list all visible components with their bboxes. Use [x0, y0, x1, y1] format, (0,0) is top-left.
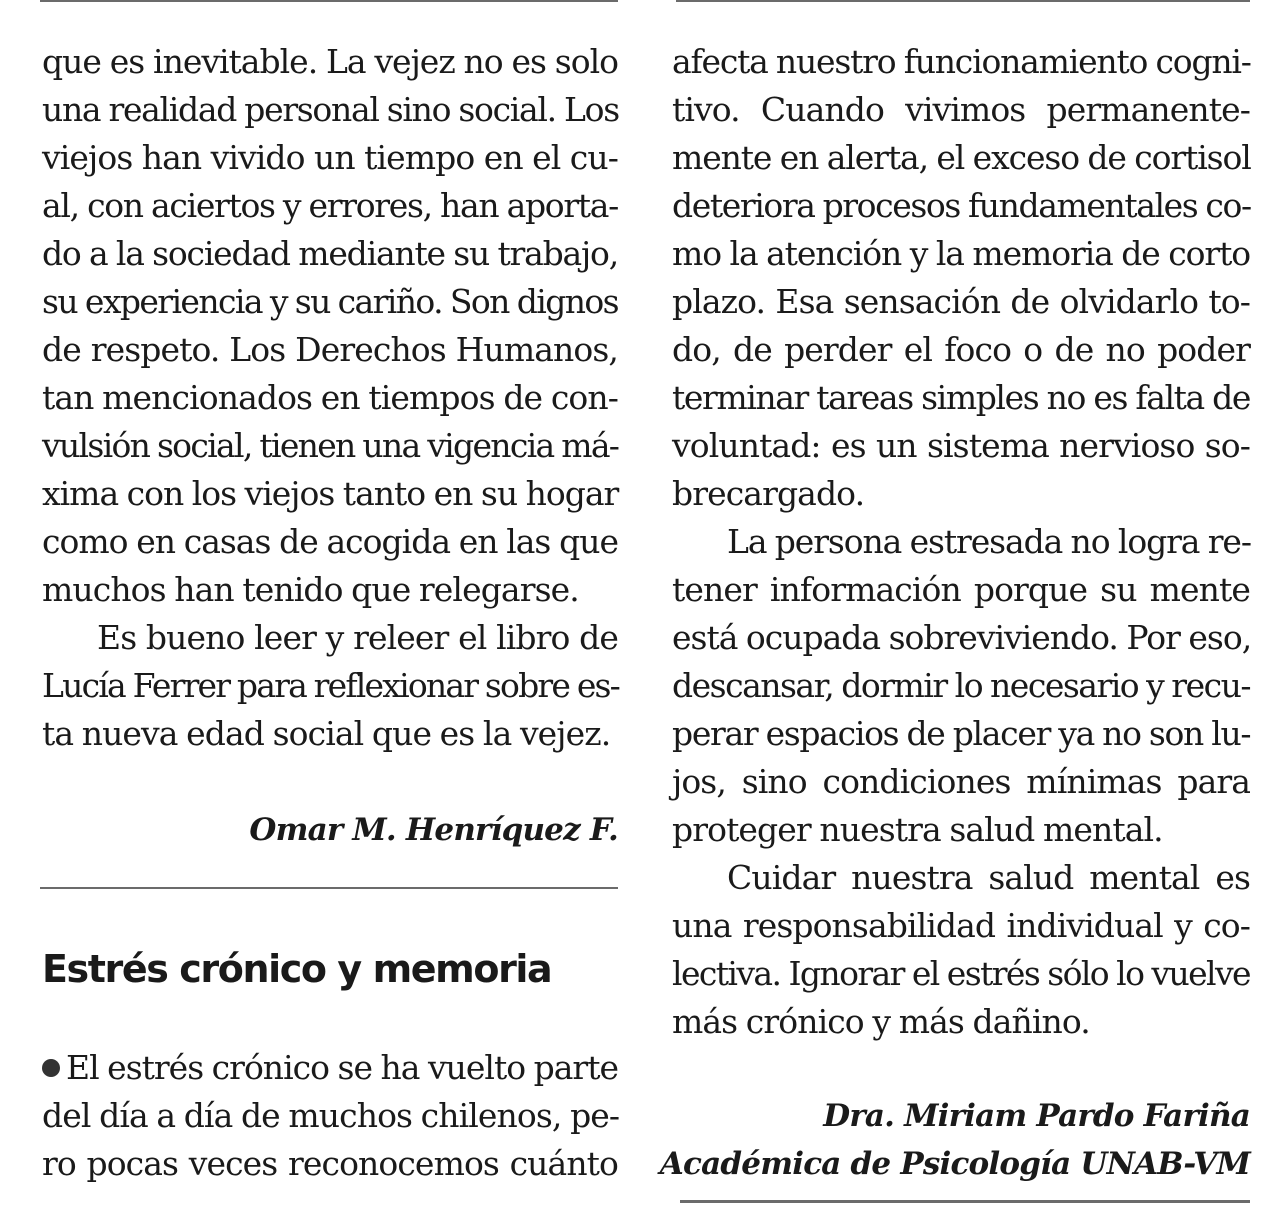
section-divider [40, 887, 618, 889]
article-line: El estrés crónico se ha vuelto parte [42, 1044, 618, 1092]
article-line: brecargado. [672, 474, 865, 513]
article-line: voluntad: es un sistema nervioso so- [672, 426, 1250, 465]
letter-line: do a la sociedad mediante su trabajo, [42, 234, 618, 273]
article-line: afecta nuestro funcionamiento cogni- [672, 42, 1251, 81]
letter-line: Lucía Ferrer para reflexionar sobre es- [42, 666, 620, 705]
letter-line: que es inevitable. La vejez no es solo [42, 42, 618, 81]
author-name: Dra. Miriam Pardo Fariña [823, 1098, 1250, 1134]
article-line: perar espacios de placer ya no son lu- [672, 714, 1251, 753]
article-line: una responsabilidad individual y co- [672, 906, 1250, 945]
article-headline: Estrés crónico y memoria [42, 947, 552, 991]
article-line: deteriora procesos fundamentales co- [672, 186, 1251, 225]
article-line: del día a día de muchos chilenos, pe- [42, 1096, 620, 1135]
letter-line: viejos han vivido un tiempo en el cu- [42, 138, 618, 177]
author-title: Académica de Psicología UNAB-VM [659, 1146, 1250, 1182]
letter-line: ta nueva edad social que es la vejez. [42, 714, 611, 753]
letter-line: Es bueno leer y releer el libro de [97, 618, 618, 657]
article-line: Cuidar nuestra salud mental es [727, 858, 1250, 897]
bottom-divider [680, 1200, 1250, 1203]
letter-line: tan mencionados en tiempos de con- [42, 378, 618, 417]
article-line: ro pocas veces reconocemos cuánto [42, 1144, 618, 1183]
article-line: mo la atención y la memoria de corto [672, 234, 1250, 273]
letter-line: como en casas de acogida en las que [42, 522, 618, 561]
article-line: más crónico y más dañino. [672, 1002, 1090, 1041]
letter-line: al, con aciertos y errores, han aporta- [42, 186, 618, 225]
letter-line: una realidad personal sino social. Los [42, 90, 619, 129]
article-line: plazo. Esa sensación de olvidarlo to- [672, 282, 1250, 321]
article-line: proteger nuestra salud mental. [672, 810, 1163, 849]
letter-line: su experiencia y su cariño. Son dignos [42, 282, 618, 321]
article-line: jos, sino condiciones mínimas para [672, 762, 1250, 801]
letter-line: de respeto. Los Derechos Humanos, [42, 330, 618, 369]
bullet-icon [42, 1059, 60, 1077]
article-line: tivo. Cuando vivimos permanente- [672, 90, 1250, 129]
letter-line: muchos han tenido que relegarse. [42, 570, 579, 609]
article-line: lectiva. Ignorar el estrés sólo lo vuelve [672, 954, 1250, 993]
article-line: descansar, dormir lo necesario y recu- [672, 666, 1250, 705]
article-line: terminar tareas simples no es falta de [672, 378, 1250, 417]
top-divider-left [40, 0, 618, 2]
article-line: mente en alerta, el exceso de cortisol [672, 138, 1251, 177]
article-line: está ocupada sobreviviendo. Por eso, [672, 618, 1252, 657]
article-line: do, de perder el foco o de no poder [672, 330, 1250, 369]
letter-line: vulsión social, tienen una vigencia má- [42, 426, 619, 465]
article-line: La persona estresada no logra re- [727, 522, 1251, 561]
letter-line: xima con los viejos tanto en su hogar [42, 474, 619, 513]
article-line: tener información porque su mente [672, 570, 1250, 609]
top-divider-right [676, 0, 1250, 2]
letter-signature: Omar M. Henríquez F. [249, 812, 618, 848]
